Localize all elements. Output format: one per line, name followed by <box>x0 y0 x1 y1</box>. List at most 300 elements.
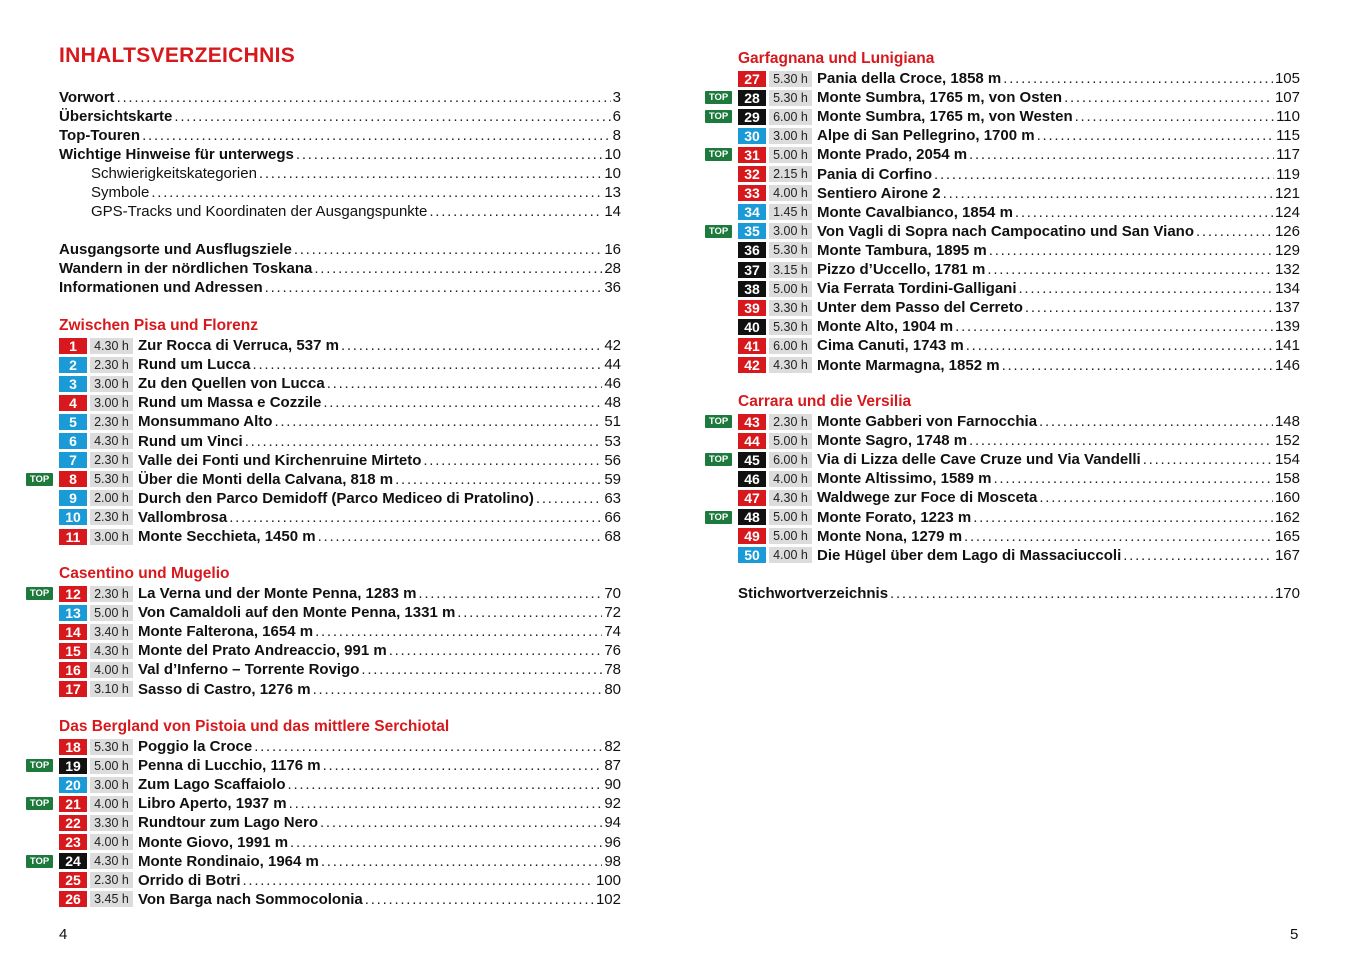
tour-number: 1 <box>59 338 87 354</box>
section-heading: Garfagnana und Lunigiana <box>738 50 935 67</box>
tour-name: Monte Marmagna, 1852 m <box>817 356 1000 374</box>
leader-dots <box>1025 299 1273 316</box>
tour-number: 2 <box>59 357 87 373</box>
tour-duration: 2.30 h <box>90 586 133 602</box>
section-heading: Casentino und Mugelio <box>59 565 230 582</box>
tour-page: 98 <box>604 852 621 870</box>
tour-page: 160 <box>1274 489 1300 507</box>
toc-entry <box>59 107 621 126</box>
tour-row <box>59 852 621 871</box>
leader-dots <box>536 490 602 507</box>
tour-page: 167 <box>1274 546 1300 564</box>
leader-dots <box>1064 89 1273 106</box>
entry-label: Übersichtskarte <box>59 108 173 125</box>
tour-page: 107 <box>1274 89 1300 107</box>
tour-page: 70 <box>604 585 621 602</box>
entry-page: 28 <box>604 260 621 277</box>
tour-name: Monte Giovo, 1991 m <box>138 833 289 851</box>
tour-page: 126 <box>1274 222 1300 240</box>
tour-name: Zu den Quellen von Lucca <box>138 375 325 393</box>
tour-page: 119 <box>1276 165 1300 183</box>
top-badge: TOP <box>26 759 53 772</box>
entry-label: Ausgangsorte und Ausflugsziele <box>59 241 292 258</box>
tour-name: Über die Monti della Calvana, 818 m <box>138 470 394 488</box>
leader-dots <box>365 891 594 908</box>
tour-row <box>738 203 1300 222</box>
tour-name: Vallombrosa <box>138 508 228 526</box>
tour-page: 66 <box>604 508 621 526</box>
tour-duration: 3.15 h <box>769 262 812 278</box>
tour-row <box>738 469 1300 488</box>
tour-row <box>738 88 1300 107</box>
top-badge: TOP <box>705 225 732 238</box>
tour-duration: 1.45 h <box>769 204 812 220</box>
tour-page: 134 <box>1274 280 1300 298</box>
tour-name: Rund um Lucca <box>138 356 251 374</box>
toc-entry <box>59 259 621 278</box>
toc-entry <box>59 278 621 297</box>
tour-page: 56 <box>604 451 621 469</box>
tour-duration: 4.00 h <box>769 471 812 487</box>
tour-row <box>738 165 1300 184</box>
top-badge: TOP <box>705 453 732 466</box>
tour-number: 32 <box>738 166 766 182</box>
tour-duration: 5.00 h <box>769 147 812 163</box>
tour-row <box>59 489 621 508</box>
tour-name: Libro Aperto, 1937 m <box>138 795 287 813</box>
tour-name: Pania di Corfino <box>817 165 933 183</box>
leader-dots <box>418 585 602 602</box>
section-heading: Das Bergland von Pistoia und das mittlere Serchiotal <box>59 718 450 735</box>
tour-page: 132 <box>1274 261 1300 278</box>
tour-number: 8 <box>59 471 87 487</box>
tour-name: Cima Canuti, 1743 m <box>817 337 964 355</box>
tour-row <box>738 241 1300 260</box>
tour-name: Die Hügel über dem Lago di Massaciuccoli <box>817 546 1122 564</box>
tour-number: 33 <box>738 185 766 201</box>
leader-dots <box>313 681 603 698</box>
tour-number: 17 <box>59 681 87 697</box>
leader-dots <box>288 776 603 793</box>
top-badge: TOP <box>26 855 53 868</box>
tour-page: 46 <box>604 375 621 393</box>
index-page: 170 <box>1274 585 1300 602</box>
tour-row <box>738 126 1300 145</box>
tour-duration: 3.10 h <box>90 681 133 697</box>
tour-row <box>59 508 621 527</box>
tour-duration: 3.00 h <box>769 223 812 239</box>
tour-row <box>59 374 621 393</box>
tour-name: Von Vagli di Sopra nach Campocatino und San Viano <box>817 222 1194 240</box>
tour-name: Monte Falterona, 1654 m <box>138 623 314 641</box>
tour-number: 10 <box>59 509 87 525</box>
entry-label: Informationen und Adressen <box>59 279 263 296</box>
tour-page: 139 <box>1274 318 1300 336</box>
entry-page: 13 <box>604 184 621 201</box>
tour-name: Val d’Inferno – Torrente Rovigo <box>138 661 360 679</box>
leader-dots <box>987 261 1273 278</box>
tour-number: 13 <box>59 605 87 621</box>
leader-dots <box>174 108 610 125</box>
tour-duration: 2.30 h <box>769 414 812 430</box>
tour-duration: 6.00 h <box>769 338 812 354</box>
tour-row <box>59 833 621 852</box>
leader-dots <box>254 738 602 755</box>
tour-duration: 2.30 h <box>90 414 133 430</box>
tour-number: 6 <box>59 433 87 449</box>
tour-number: 5 <box>59 414 87 430</box>
leader-dots <box>1039 413 1273 430</box>
tour-name: Monte Gabberi von Farnocchia <box>817 413 1038 430</box>
tour-number: 30 <box>738 128 766 144</box>
leader-dots <box>142 127 611 144</box>
entry-label: Wandern in der nördlichen Toskana <box>59 260 313 277</box>
tour-page: 117 <box>1276 146 1300 164</box>
tour-number: 11 <box>59 529 87 545</box>
tour-duration: 4.00 h <box>90 796 133 812</box>
leader-dots <box>1143 451 1273 468</box>
tour-number: 12 <box>59 586 87 602</box>
leader-dots <box>890 585 1273 602</box>
tour-page: 94 <box>604 814 621 832</box>
leader-dots <box>117 89 611 106</box>
tour-name: Via Ferrata Tordini-Galligani <box>817 280 1017 298</box>
tour-duration: 3.00 h <box>90 529 133 545</box>
tour-number: 23 <box>59 834 87 850</box>
tour-row <box>59 336 621 355</box>
tour-row <box>738 527 1300 546</box>
tour-duration: 4.30 h <box>90 433 133 449</box>
tour-row <box>59 737 621 756</box>
leader-dots <box>1037 127 1275 144</box>
tour-name: Penna di Lucchio, 1176 m <box>138 757 321 775</box>
tour-name: Pizzo d’Uccello, 1781 m <box>817 261 986 278</box>
tour-row <box>738 450 1300 469</box>
tour-page: 90 <box>604 776 621 794</box>
entry-label: Schwierigkeitskategorien <box>91 165 257 182</box>
tour-row <box>738 317 1300 336</box>
tour-name: Unter dem Passo del Cerreto <box>817 299 1023 317</box>
tour-name: Von Barga nach Sommocolonia <box>138 890 363 908</box>
tour-name: Monte Sumbra, 1765 m, von Osten <box>817 89 1063 107</box>
toc-entry <box>59 202 621 221</box>
tour-row <box>738 222 1300 241</box>
toc-entry <box>59 145 621 164</box>
tour-page: 80 <box>604 680 621 698</box>
tour-duration: 6.00 h <box>769 452 812 468</box>
tour-name: Zum Lago Scaffaiolo <box>138 776 286 794</box>
tour-duration: 5.30 h <box>769 319 812 335</box>
tour-duration: 4.30 h <box>90 853 133 869</box>
tour-duration: 2.00 h <box>90 490 133 506</box>
tour-row <box>59 412 621 431</box>
leader-dots <box>321 853 602 870</box>
top-badge: TOP <box>26 473 53 486</box>
tour-page: 72 <box>604 604 621 622</box>
tour-page: 129 <box>1274 241 1300 259</box>
tour-number: 36 <box>738 242 766 258</box>
tour-page: 96 <box>604 833 621 851</box>
entry-page: 14 <box>604 203 621 220</box>
top-badge: TOP <box>26 797 53 810</box>
index-label: Stichwortverzeichnis <box>738 585 889 602</box>
leader-dots <box>1003 70 1273 87</box>
tour-row <box>59 470 621 489</box>
tour-row <box>738 508 1300 527</box>
tour-page: 51 <box>604 413 621 431</box>
tour-page: 137 <box>1274 299 1300 317</box>
tour-duration: 3.40 h <box>90 624 133 640</box>
tour-number: 47 <box>738 490 766 506</box>
leader-dots <box>457 604 602 621</box>
tour-name: Via di Lizza delle Cave Cruze und Via Vandelli <box>817 451 1141 469</box>
tour-duration: 5.30 h <box>769 71 812 87</box>
tour-duration: 2.30 h <box>90 357 133 373</box>
tour-number: 18 <box>59 739 87 755</box>
tour-row <box>59 660 621 679</box>
tour-page: 165 <box>1274 527 1300 545</box>
tour-name: Zur Rocca di Verruca, 537 m <box>138 337 339 354</box>
tour-duration: 4.00 h <box>769 547 812 563</box>
entry-page: 8 <box>612 127 621 144</box>
tour-row <box>59 680 621 699</box>
tour-page: 148 <box>1274 413 1300 430</box>
leader-dots <box>955 318 1273 335</box>
tour-duration: 3.30 h <box>90 815 133 831</box>
leader-dots <box>245 433 603 450</box>
tour-duration: 5.00 h <box>769 281 812 297</box>
tour-name: Von Camaldoli auf den Monte Penna, 1331 m <box>138 604 456 622</box>
entry-label: Symbole <box>91 184 150 201</box>
tour-name: Pania della Croce, 1858 m <box>817 70 1002 87</box>
tour-number: 48 <box>738 509 766 525</box>
tour-name: Monte Cavalbianco, 1854 m <box>817 203 1013 221</box>
tour-name: Monte Secchieta, 1450 m <box>138 528 316 545</box>
tour-name: Durch den Parco Demidoff (Parco Mediceo di Pratolino) <box>138 489 534 507</box>
tour-row <box>738 412 1300 431</box>
tour-duration: 2.30 h <box>90 872 133 888</box>
entry-page: 6 <box>612 108 621 125</box>
tour-name: Monte Rondinaio, 1964 m <box>138 852 319 870</box>
tour-page: 115 <box>1276 127 1300 145</box>
tour-page: 42 <box>604 337 621 354</box>
tour-page: 100 <box>595 871 621 889</box>
tour-number: 50 <box>738 547 766 563</box>
tour-row <box>738 546 1300 565</box>
tour-number: 39 <box>738 300 766 316</box>
tour-page: 87 <box>604 757 621 775</box>
leader-dots <box>969 432 1273 449</box>
tour-page: 78 <box>604 661 621 679</box>
tour-page: 53 <box>604 432 621 450</box>
tour-number: 26 <box>59 891 87 907</box>
leader-dots <box>253 356 603 373</box>
entry-label: GPS-Tracks und Koordinaten der Ausgangspunkte <box>91 203 428 220</box>
tour-number: 40 <box>738 319 766 335</box>
leader-dots <box>318 528 603 545</box>
tour-row <box>59 527 621 546</box>
tour-row <box>59 584 621 603</box>
tour-row <box>738 488 1300 507</box>
tour-duration: 5.30 h <box>769 242 812 258</box>
tour-duration: 3.45 h <box>90 891 133 907</box>
index-entry <box>738 584 1300 603</box>
tour-number: 22 <box>59 815 87 831</box>
top-badge: TOP <box>705 148 732 161</box>
leader-dots <box>1015 204 1273 221</box>
tour-name: Monte Sagro, 1748 m <box>817 432 968 450</box>
tour-row <box>59 794 621 813</box>
tour-name: Rund um Massa e Cozzile <box>138 394 322 412</box>
tour-number: 21 <box>59 796 87 812</box>
leader-dots <box>243 872 594 889</box>
tour-number: 43 <box>738 414 766 430</box>
tour-number: 46 <box>738 471 766 487</box>
tour-duration: 3.00 h <box>769 128 812 144</box>
leader-dots <box>389 642 603 659</box>
top-badge: TOP <box>705 415 732 428</box>
tour-page: 162 <box>1274 508 1300 526</box>
entry-page: 10 <box>604 146 621 163</box>
tour-name: Poggio la Croce <box>138 738 253 755</box>
tour-row <box>738 431 1300 450</box>
entry-page: 10 <box>604 165 621 182</box>
leader-dots <box>943 185 1273 202</box>
leader-dots <box>327 375 603 392</box>
tour-page: 146 <box>1274 356 1300 374</box>
tour-page: 105 <box>1274 70 1300 87</box>
section-heading: Carrara und die Versilia <box>738 393 912 410</box>
leader-dots <box>1123 547 1273 564</box>
tour-page: 76 <box>604 642 621 660</box>
leader-dots <box>289 795 603 812</box>
toc-entry <box>59 164 621 183</box>
tour-row <box>738 336 1300 355</box>
leader-dots <box>1039 489 1273 506</box>
leader-dots <box>1002 357 1273 374</box>
tour-row <box>738 69 1300 88</box>
leader-dots <box>274 413 602 430</box>
leader-dots <box>290 834 602 851</box>
tour-number: 27 <box>738 71 766 87</box>
tour-row <box>59 622 621 641</box>
tour-number: 49 <box>738 528 766 544</box>
tour-number: 4 <box>59 395 87 411</box>
tour-number: 24 <box>59 853 87 869</box>
tour-name: Monte Tambura, 1895 m <box>817 241 987 259</box>
tour-row <box>738 298 1300 317</box>
tour-page: 158 <box>1274 470 1300 488</box>
tour-name: Rundtour zum Lago Nero <box>138 814 318 832</box>
leader-dots <box>429 203 602 220</box>
tour-row <box>738 145 1300 164</box>
tour-number: 7 <box>59 452 87 468</box>
tour-row <box>59 355 621 374</box>
tour-row <box>59 756 621 775</box>
tour-page: 121 <box>1274 184 1300 202</box>
tour-duration: 6.00 h <box>769 109 812 125</box>
tour-duration: 2.30 h <box>90 509 133 525</box>
tour-name: Monte del Prato Andreaccio, 991 m <box>138 642 387 660</box>
tour-number: 45 <box>738 452 766 468</box>
tour-page: 82 <box>604 738 621 755</box>
tour-row <box>738 279 1300 298</box>
tour-name: Orrido di Botri <box>138 871 241 889</box>
tour-duration: 3.00 h <box>90 395 133 411</box>
leader-dots <box>423 452 602 469</box>
tour-duration: 2.15 h <box>769 166 812 182</box>
tour-row <box>59 775 621 794</box>
tour-page: 110 <box>1276 108 1300 126</box>
leader-dots <box>973 509 1273 526</box>
tour-duration: 4.30 h <box>769 490 812 506</box>
leader-dots <box>315 623 602 640</box>
tour-number: 31 <box>738 147 766 163</box>
leader-dots <box>323 394 602 411</box>
tour-duration: 4.00 h <box>90 834 133 850</box>
tour-duration: 5.00 h <box>769 509 812 525</box>
tour-name: Waldwege zur Foce di Mosceta <box>817 489 1038 507</box>
tour-page: 124 <box>1274 203 1300 221</box>
tour-page: 141 <box>1274 337 1300 355</box>
tour-number: 41 <box>738 338 766 354</box>
tour-duration: 5.00 h <box>90 605 133 621</box>
tour-name: Sentiero Airone 2 <box>817 184 941 202</box>
top-badge: TOP <box>705 511 732 524</box>
entry-page: 16 <box>604 241 621 258</box>
tour-number: 28 <box>738 90 766 106</box>
tour-number: 35 <box>738 223 766 239</box>
tour-name: Monte Nona, 1279 m <box>817 527 963 545</box>
tour-duration: 4.00 h <box>90 662 133 678</box>
tour-number: 34 <box>738 204 766 220</box>
leader-dots <box>265 279 603 296</box>
leader-dots <box>323 757 603 774</box>
tour-name: Monte Prado, 2054 m <box>817 146 968 164</box>
tour-duration: 4.00 h <box>769 185 812 201</box>
toc-entry <box>59 126 621 145</box>
tour-page: 154 <box>1274 451 1300 469</box>
leader-dots <box>151 184 602 201</box>
entry-label: Vorwort <box>59 89 115 106</box>
tour-page: 102 <box>595 890 621 908</box>
tour-name: Monsummano Alto <box>138 413 273 431</box>
toc-entry <box>59 240 621 259</box>
tour-name: Sasso di Castro, 1276 m <box>138 680 311 698</box>
leader-dots <box>296 146 602 163</box>
tour-page: 68 <box>604 528 621 545</box>
tour-page: 63 <box>604 489 621 507</box>
leader-dots <box>229 509 602 526</box>
tour-row <box>59 871 621 890</box>
top-badge: TOP <box>705 91 732 104</box>
tour-row <box>59 432 621 451</box>
leader-dots <box>341 337 602 354</box>
tour-duration: 5.30 h <box>769 90 812 106</box>
tour-number: 3 <box>59 376 87 392</box>
toc-entry <box>59 88 621 107</box>
leader-dots <box>1196 223 1273 240</box>
tour-name: Monte Sumbra, 1765 m, von Westen <box>817 108 1073 126</box>
leader-dots <box>395 471 602 488</box>
tour-duration: 3.30 h <box>769 300 812 316</box>
tour-page: 152 <box>1274 432 1300 450</box>
tour-row <box>59 813 621 832</box>
leader-dots <box>934 166 1274 183</box>
tour-name: Monte Alto, 1904 m <box>817 318 954 336</box>
toc-entry <box>59 183 621 202</box>
leader-dots <box>994 470 1273 487</box>
